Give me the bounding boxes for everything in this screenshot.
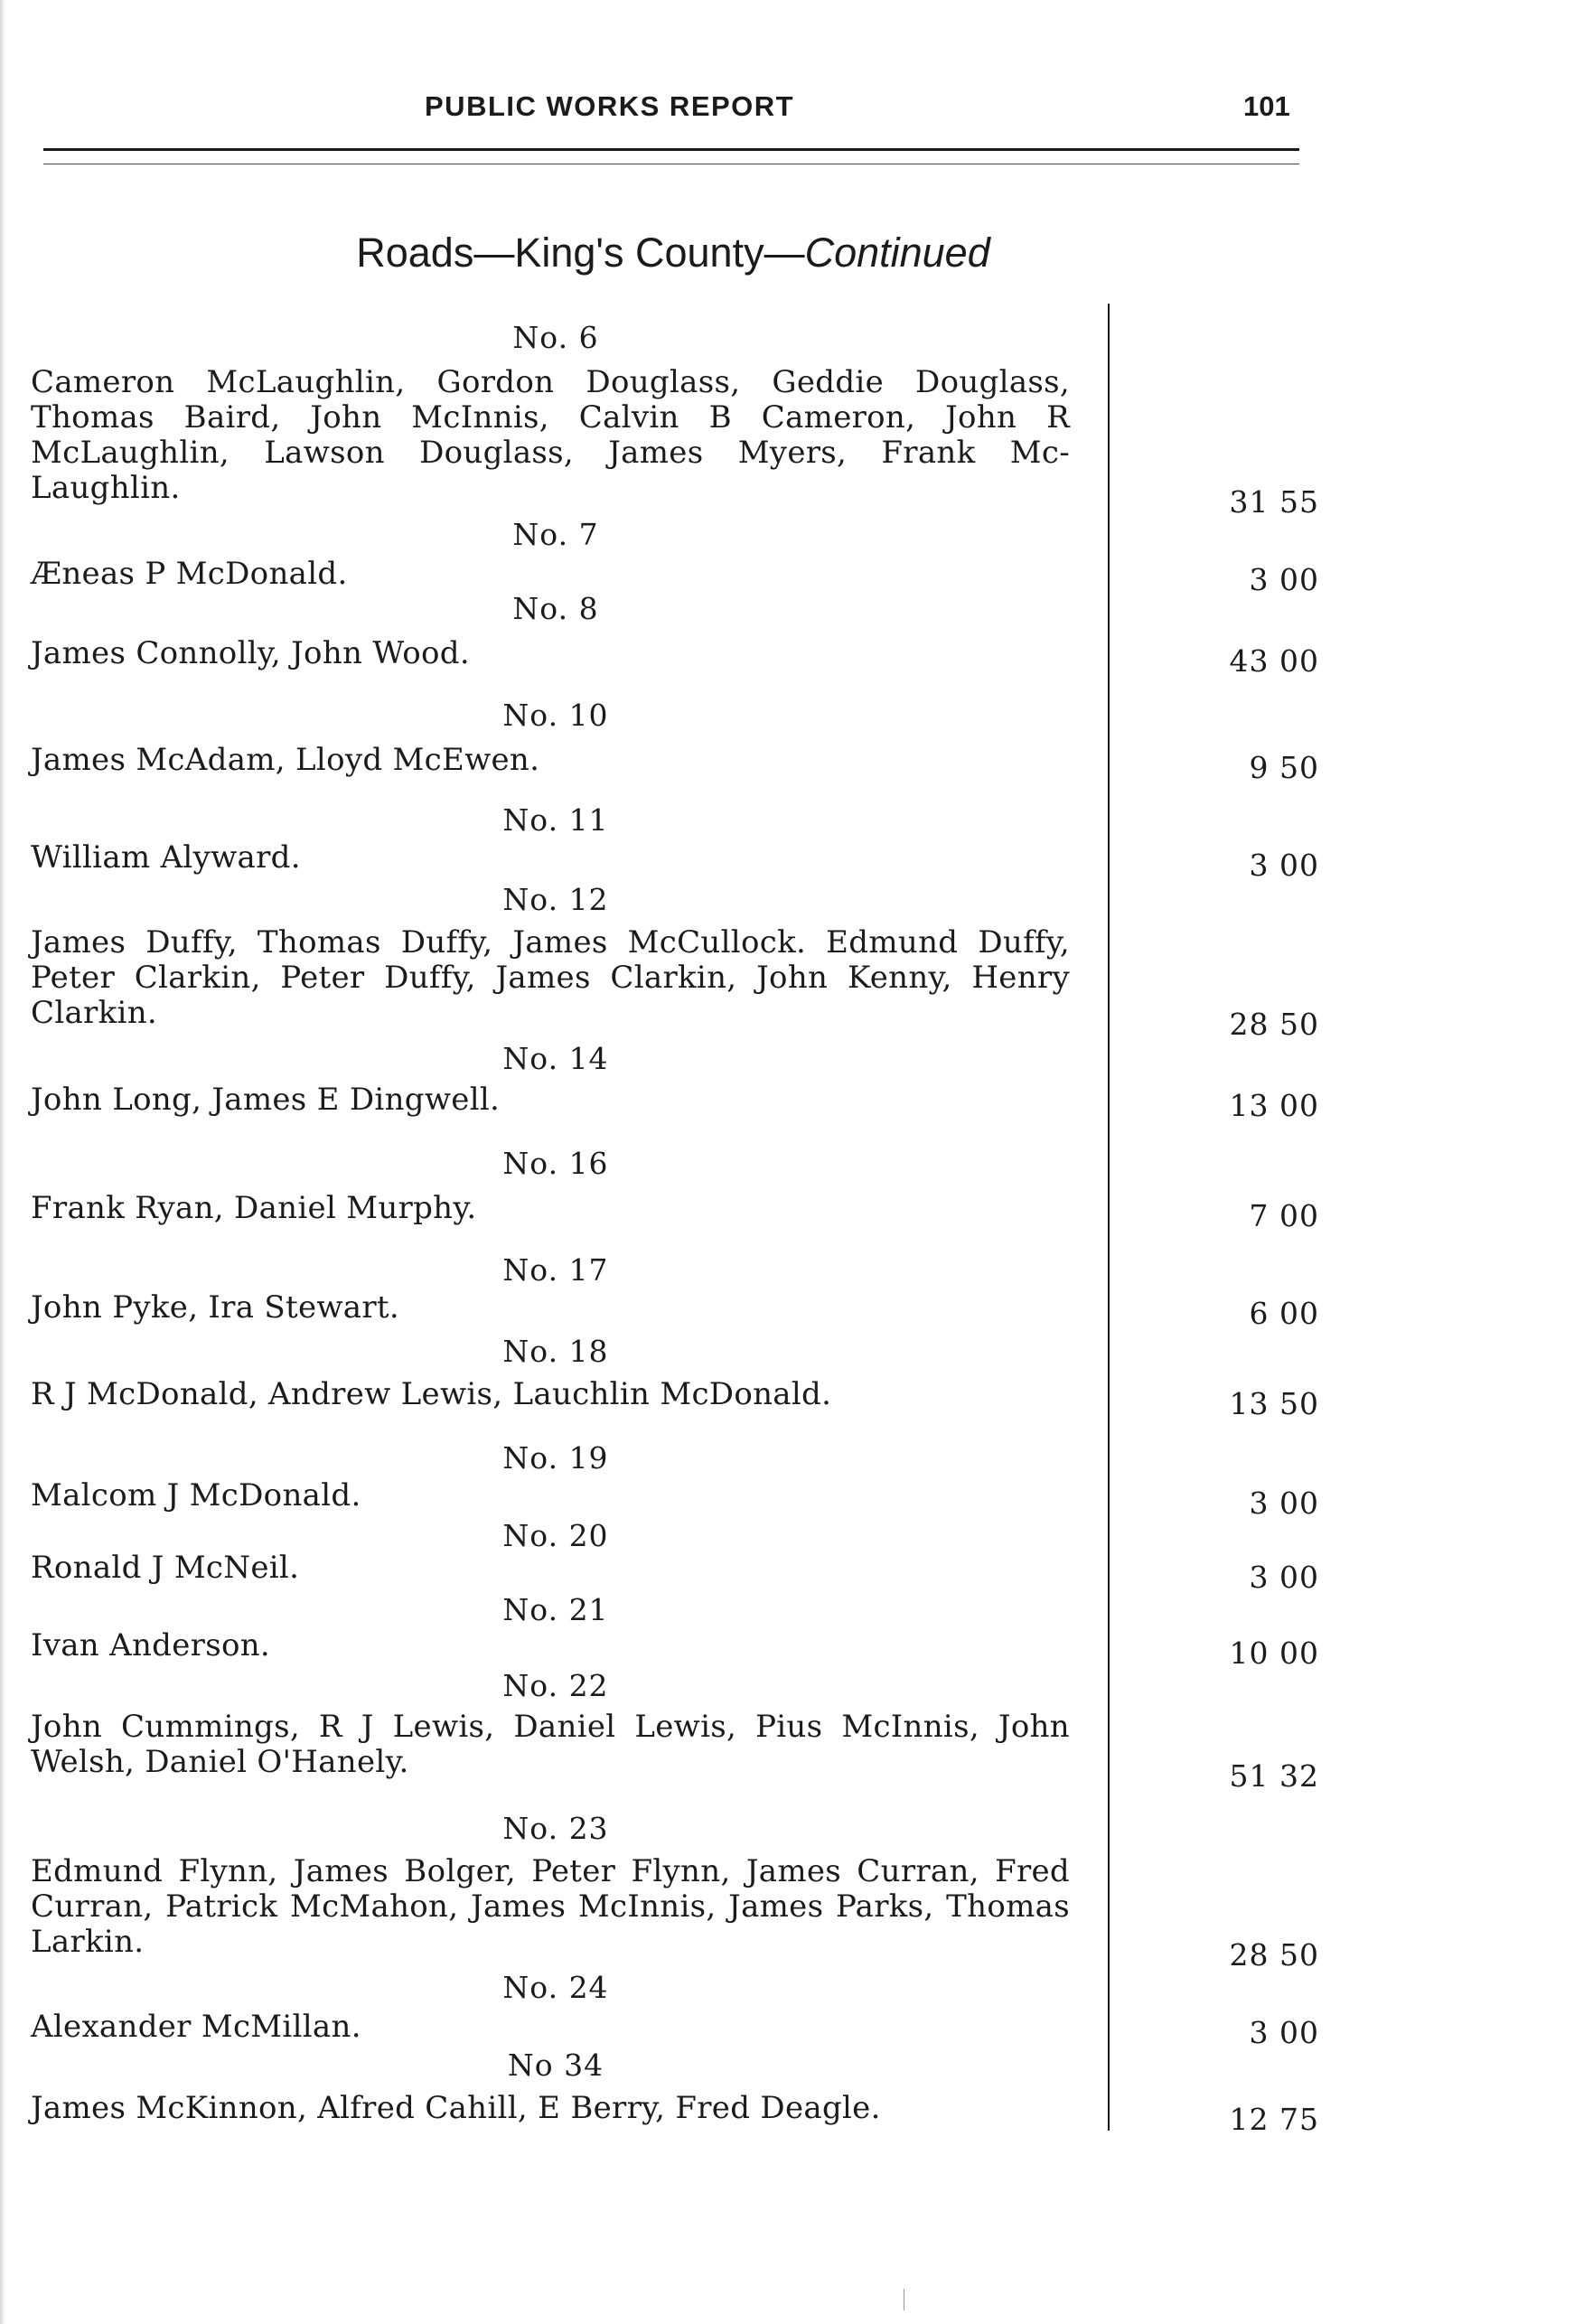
section-continued: Continued: [804, 230, 990, 276]
road-number: No. 22: [502, 1668, 609, 1703]
road-names: Edmund Flynn, James Bolger, Peter Flynn, James Curran, Fred Curran, Patrick McMahon, James McInnis, James Parks, Thomas Larkin.: [31, 1853, 1070, 1960]
road-number: No. 17: [502, 1252, 609, 1288]
road-amount: 31 55: [1229, 484, 1319, 520]
road-names: William Alyward.: [31, 839, 301, 876]
road-amount: 3 00: [1249, 848, 1319, 883]
road-amount: 3 00: [1249, 2015, 1319, 2050]
section-title: Roads—King's County—: [356, 230, 805, 276]
section-heading: [0, 230, 1346, 276]
road-number: No. 23: [502, 1811, 609, 1846]
road-amount: 6 00: [1249, 1296, 1319, 1331]
road-number: No. 14: [502, 1041, 609, 1076]
road-amount: 28 50: [1229, 1937, 1319, 1973]
road-number: No. 19: [502, 1440, 609, 1476]
road-amount: 28 50: [1229, 1007, 1319, 1042]
running-head: PUBLIC WORKS REPORT: [425, 90, 795, 122]
road-number: No 34: [507, 2048, 604, 2083]
road-number: No. 21: [502, 1592, 609, 1627]
road-number: No. 16: [502, 1146, 609, 1181]
road-number: No. 12: [502, 882, 609, 917]
road-names: John Cummings, R J Lewis, Daniel Lewis, Pius McInnis, John Welsh, Daniel O'Hanely.: [31, 1709, 1070, 1780]
road-names: James McAdam, Lloyd McEwen.: [31, 742, 540, 778]
road-names: James Duffy, Thomas Duffy, James McCullock. Edmund Duffy, Peter Clarkin, Peter Duffy, James Clarkin, John Kenny, Henry Clarkin.: [31, 924, 1070, 1031]
road-number: No. 20: [502, 1518, 609, 1553]
road-amount: 3 00: [1249, 562, 1319, 597]
road-names: Æneas P McDonald.: [31, 556, 348, 592]
road-amount: 13 50: [1229, 1386, 1319, 1421]
road-number: No. 8: [512, 591, 599, 626]
page-number: 101: [1243, 90, 1290, 122]
road-names: Ronald J McNeil.: [31, 1550, 300, 1586]
road-number: No. 24: [502, 1970, 609, 2005]
road-amount: 51 32: [1229, 1758, 1319, 1794]
road-names: Ivan Anderson.: [31, 1627, 271, 1663]
road-amount: 43 00: [1229, 643, 1319, 679]
road-amount: 3 00: [1249, 1560, 1319, 1595]
road-names: John Long, James E Dingwell.: [31, 1082, 501, 1118]
header-rule: [43, 148, 1299, 151]
road-number: No. 6: [512, 320, 599, 355]
road-names: Alexander McMillan.: [31, 2009, 361, 2045]
road-amount: 9 50: [1249, 750, 1319, 785]
road-names: Frank Ryan, Daniel Murphy.: [31, 1190, 477, 1226]
road-number: No. 7: [512, 517, 599, 552]
road-names: John Pyke, Ira Stewart.: [31, 1289, 399, 1326]
road-amount: 13 00: [1229, 1088, 1319, 1123]
road-amount: 3 00: [1249, 1485, 1319, 1521]
road-names: Cameron McLaughlin, Gordon Douglass, Geddie Douglass, Thomas Baird, John McInnis, Calvin B Cameron, John R McLaughlin, Lawson Douglass, James Myers, Frank Mc-Laughlin.: [31, 364, 1070, 506]
road-names: Malcom J McDonald.: [31, 1477, 361, 1513]
road-names: James Connolly, John Wood.: [31, 635, 470, 671]
road-amount: 12 75: [1229, 2102, 1319, 2137]
road-number: No. 10: [502, 698, 609, 733]
road-number: No. 11: [502, 802, 609, 838]
road-amount: 7 00: [1249, 1198, 1319, 1233]
road-names: James McKinnon, Alfred Cahill, E Berry, Fred Deagle.: [31, 2090, 881, 2126]
road-number: No. 18: [502, 1334, 609, 1369]
road-amount: 10 00: [1229, 1635, 1319, 1671]
road-names: R J McDonald, Andrew Lewis, Lauchlin McDonald.: [31, 1376, 832, 1412]
